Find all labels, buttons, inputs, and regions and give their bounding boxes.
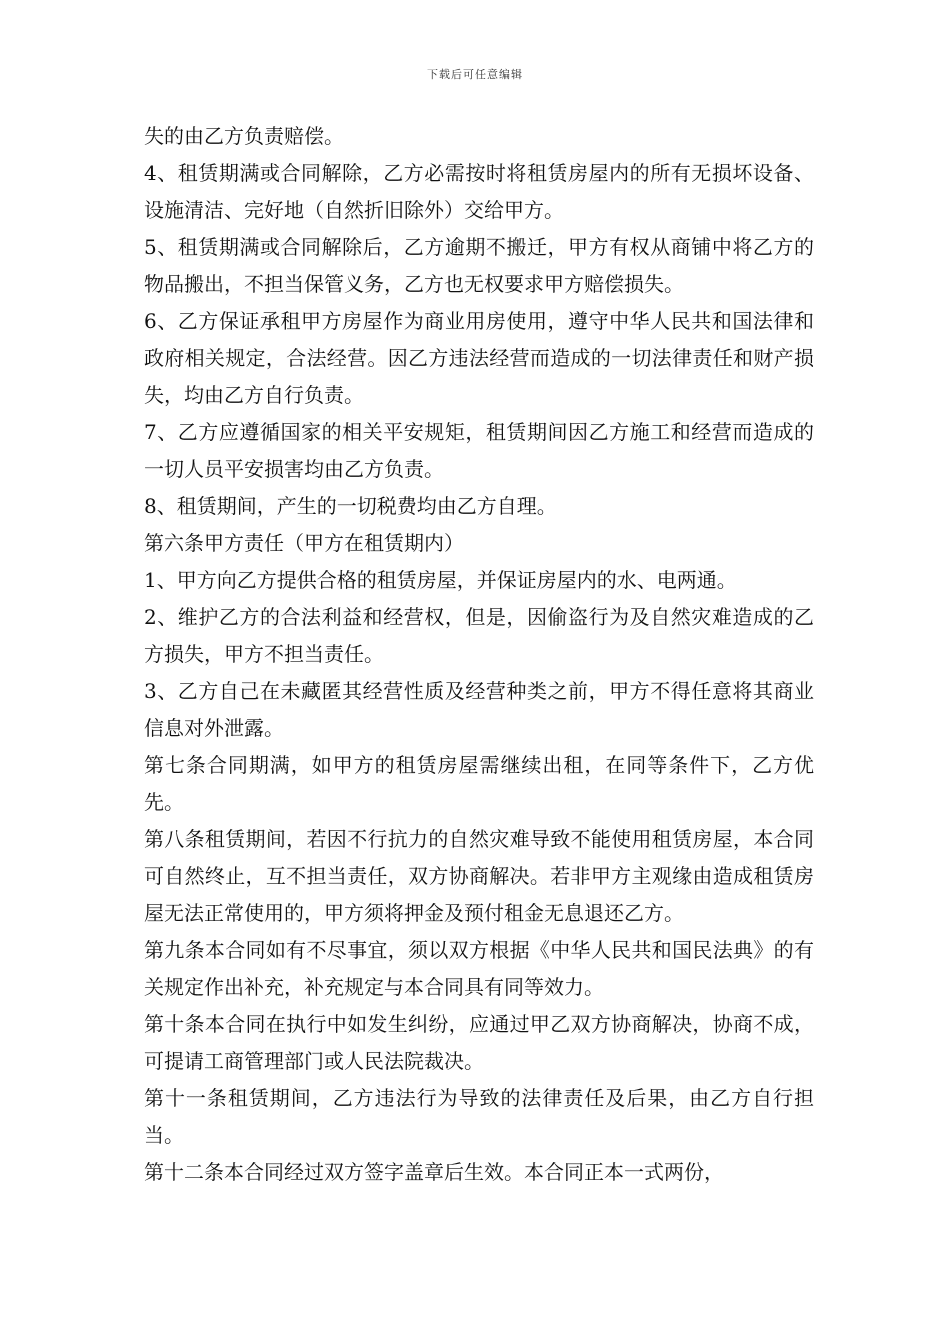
contract-body [144, 118, 814, 1191]
paragraph-4: 6、乙方保证承租甲方房屋作为商业用房使用，遵守中华人民共和国法律和政府相关规定，合法经营。因乙方违法经营而造成的一切法律责任和财产损失，均由乙方自行负责。 [144, 309, 814, 407]
paragraph-1: 失的由乙方负责赔偿。 [144, 124, 344, 148]
section-10: 第十条本合同在执行中如发生纠纷，应通过甲乙双方协商解决，协商不成，可提请工商管理部门或人民法院裁决。 [144, 1012, 814, 1073]
section-8: 第八条租赁期间，若因不行抗力的自然灾难导致不能使用租赁房屋，本合同可自然终止，互不担当责任，双方协商解决。若非甲方主观缘由造成租赁房屋无法正常使用的，甲方须将押金及预付租金无息退还乙方。 [144, 827, 814, 925]
section-11: 第十一条租赁期间，乙方违法行为导致的法律责任及后果，由乙方自行担当。 [144, 1086, 814, 1147]
paragraph-3: 5、租赁期满或合同解除后，乙方逾期不搬迁，甲方有权从商铺中将乙方的物品搬出，不担当保管义务，乙方也无权要求甲方赔偿损失。 [144, 235, 814, 296]
paragraph-2: 4、租赁期满或合同解除，乙方必需按时将租赁房屋内的所有无损坏设备、设施清洁、完好地（自然折旧除外）交给甲方。 [144, 161, 814, 222]
paragraph-8: 2、维护乙方的合法利益和经营权，但是，因偷盗行为及自然灾难造成的乙方损失，甲方不担当责任。 [144, 605, 814, 666]
section-heading-6: 第六条甲方责任（甲方在租赁期内） [144, 531, 464, 555]
section-7: 第七条合同期满，如甲方的租赁房屋需继续出租，在同等条件下，乙方优先。 [144, 753, 814, 814]
page-header: 下载后可任意编辑 [427, 68, 523, 81]
paragraph-6: 8、租赁期间，产生的一切税费均由乙方自理。 [144, 494, 557, 518]
paragraph-9: 3、乙方自己在未藏匿其经营性质及经营种类之前，甲方不得任意将其商业信息对外泄露。 [144, 679, 814, 740]
section-9: 第九条本合同如有不尽事宜，须以双方根据《中华人民共和国民法典》的有关规定作出补充，补充规定与本合同具有同等效力。 [144, 938, 814, 999]
paragraph-7: 1、甲方向乙方提供合格的租赁房屋，并保证房屋内的水、电两通。 [144, 568, 737, 592]
paragraph-5: 7、乙方应遵循国家的相关平安规矩，租赁期间因乙方施工和经营而造成的一切人员平安损害均由乙方负责。 [144, 420, 814, 481]
section-12: 第十二条本合同经过双方签字盖章后生效。本合同正本一式两份， [144, 1160, 724, 1184]
